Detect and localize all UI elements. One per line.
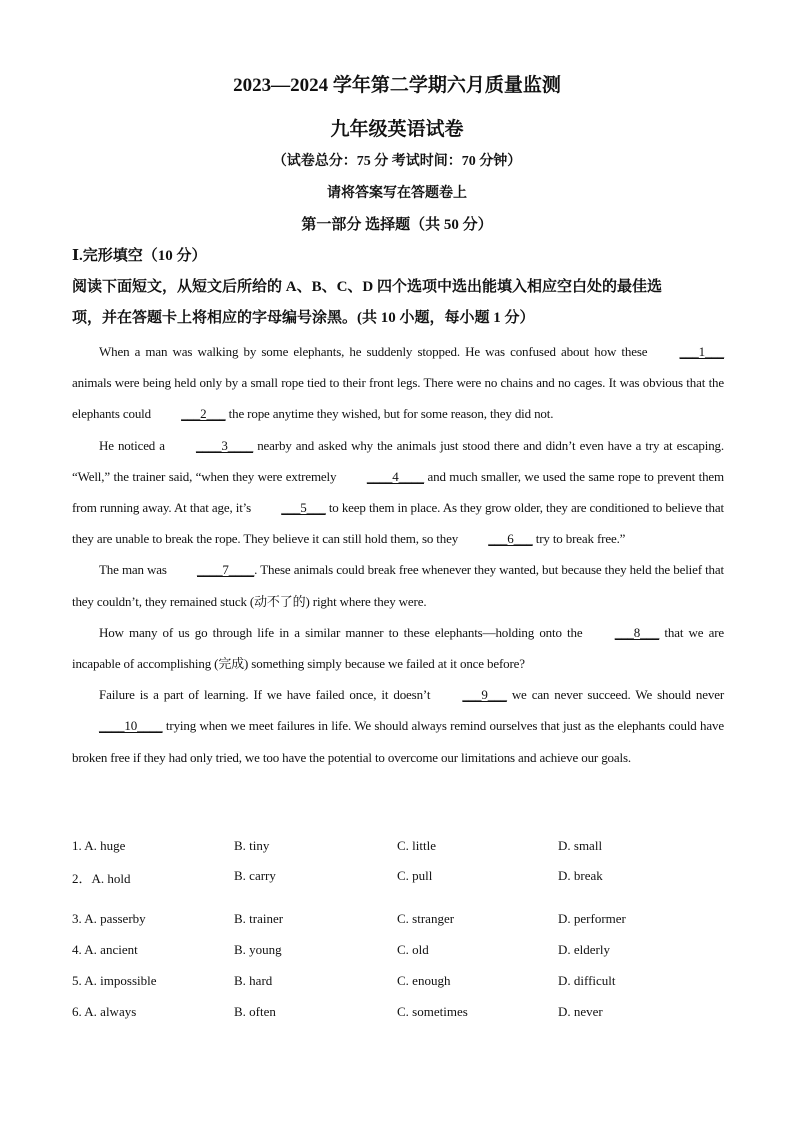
text-run: trying when we meet failures in life. We should always remind ourselves that just as the elephants could have broken free if they had only tried, we too have the potential to overcome our limitations and achieve our goals. [72, 718, 724, 765]
option-b: B. often [234, 1004, 276, 1019]
option-c: C. enough [397, 973, 451, 988]
passage-paragraph-3 [72, 554, 724, 616]
option-a: 6. A. always [72, 1004, 137, 1019]
option-d: D. small [558, 838, 603, 853]
option-a: 3. A. passerby [72, 911, 146, 926]
exam-title: 2023—2024 学年第二学期六月质量监测 [233, 75, 561, 96]
text-run: When a man was walking by some elephants, he suddenly stopped. He was confused about how these [99, 344, 653, 359]
text-run: He noticed a [99, 437, 169, 453]
text-run: and much smaller, we used the same rope to prevent them from running away. At that age, it’s [72, 468, 725, 516]
blank-3: ____3____ [195, 437, 254, 453]
question-3-options [72, 911, 732, 931]
option-d: D. elderly [558, 942, 610, 957]
text-run: The man was [99, 562, 171, 578]
blank-9: ___9___ [462, 687, 507, 703]
option-a: 2．A. hold [72, 871, 131, 886]
blank-10: ____10____ [99, 718, 163, 734]
option-c: C. little [397, 838, 436, 853]
directions-line-2: 项，并在答题卡上将相应的字母编号涂黑。(共 10 小题，每小题 1 分） [72, 310, 535, 326]
text-run: the rope anytime they wished, but for some reason, they did not. [225, 406, 554, 422]
option-b: B. hard [234, 973, 273, 988]
option-d: D. break [558, 868, 603, 883]
blank-4: ____4____ [366, 468, 424, 484]
passage-paragraph-2 [72, 430, 724, 555]
text-run: nearby and asked why the animals just stood there and didn’t even have a try at escaping. “Well,” the trainer said, “when they were extremely [72, 437, 724, 484]
text-run: How many of us go through life in a similar manner to these elephants—holding onto the [99, 624, 588, 640]
option-b: B. tiny [234, 838, 270, 853]
section-title: Ⅰ.完形填空（10 分） [72, 248, 207, 264]
option-c: C. old [397, 942, 429, 957]
option-a: 1. A. huge [72, 838, 126, 853]
blank-6: ___6___ [488, 531, 533, 547]
question-1-options [72, 838, 732, 858]
option-c: C. pull [397, 868, 433, 883]
text-run: try to break free.” [532, 531, 626, 547]
blank-8: ___8___ [614, 624, 660, 640]
question-6-options [72, 1004, 732, 1024]
exam-meta: （试卷总分：75 分 考试时间：70 分钟） [272, 154, 522, 169]
blank-2: ___2___ [181, 406, 226, 422]
exam-subtitle: 九年级英语试卷 [330, 119, 464, 140]
text-run: that we are incapable of accomplishing (完成) something simply because we failed at it once before? [72, 624, 724, 672]
blank-5: ___5___ [281, 500, 326, 516]
option-d: D. difficult [558, 973, 616, 988]
passage-paragraph-4 [72, 617, 724, 679]
text-run: to keep them in place. As they grow older, they are conditioned to believe that they are unable to break the rope. They believe it can still hold them, so they [72, 500, 724, 547]
text-run: animals were being held only by a small rope tied to their front legs. There were no chains and no cages. It was obvious that the elephants could [72, 375, 724, 422]
text-run: . These animals could break free whenever they wanted, but because they held the belief that they couldn’t, they remained stuck (动不了的) right where they were. [72, 562, 724, 609]
option-a: 4. A. ancient [72, 942, 138, 957]
blank-7: ____7____ [197, 562, 255, 578]
question-2-options [72, 868, 732, 888]
option-b: B. carry [234, 868, 276, 883]
cloze-passage [72, 336, 724, 773]
text-run: Failure is a part of learning. If we have failed once, it doesn’t [99, 687, 436, 703]
part-heading: 第一部分 选择题（共 50 分） [301, 217, 493, 233]
option-b: B. young [234, 942, 282, 957]
passage-paragraph-5 [72, 679, 724, 773]
directions-line-1: 阅读下面短文，从短文后所给的 A、B、C、D 四个选项中选出能填入相应空白处的最佳选 [72, 279, 663, 295]
question-5-options [72, 973, 732, 993]
text-run: we can never succeed. We should never [506, 687, 725, 703]
option-d: D. performer [558, 911, 626, 926]
option-c: C. sometimes [397, 1004, 468, 1019]
passage-paragraph-1 [72, 336, 724, 430]
option-d: D. never [558, 1004, 603, 1019]
option-c: C. stranger [397, 911, 455, 926]
option-a: 5. A. impossible [72, 973, 157, 988]
question-4-options [72, 942, 732, 962]
option-b: B. trainer [234, 911, 284, 926]
answer-instruction: 请将答案写在答题卷上 [327, 186, 467, 201]
blank-1: ___1___ [679, 344, 724, 359]
